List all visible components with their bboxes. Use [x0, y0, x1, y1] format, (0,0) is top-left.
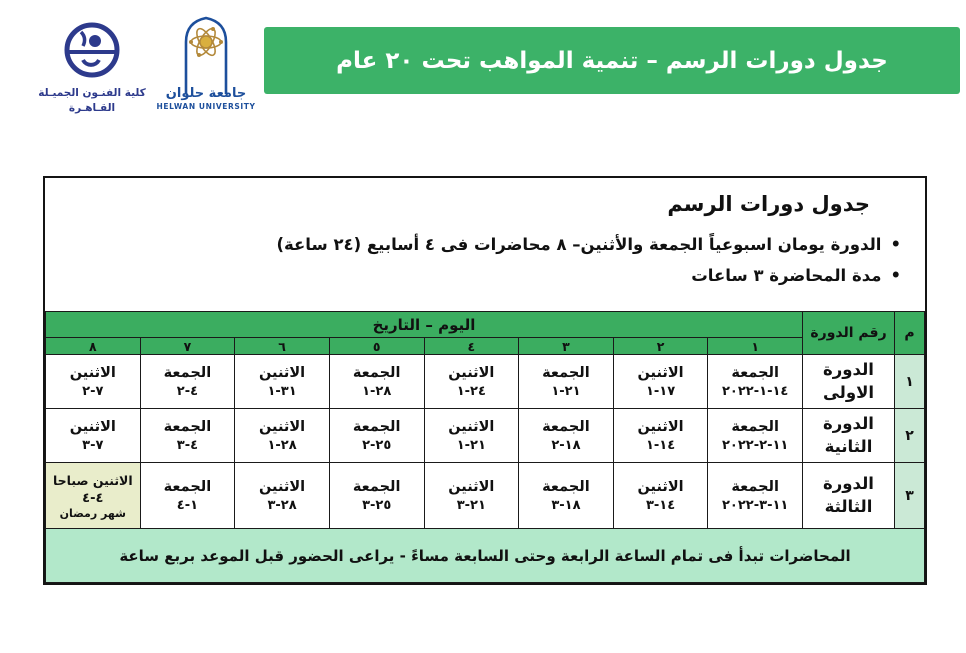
session-date: ١١-٣-٢٠٢٢ [722, 497, 789, 513]
session-day: الجمعة [542, 418, 590, 435]
session-cell [519, 355, 614, 409]
table-footer-row [46, 529, 925, 583]
session-day: الجمعة [542, 364, 590, 381]
session-date: ٢٨-١ [362, 383, 392, 399]
session-date: ١٨-٢ [551, 437, 581, 453]
day-date-column-header: اليوم – التاريخ [46, 312, 803, 338]
course-row-1 [46, 355, 925, 409]
serial-column-header: م [895, 312, 925, 355]
session-note: شهر رمضان [59, 506, 126, 520]
session-cell [140, 409, 235, 463]
session-date: ٢٥-٣ [362, 497, 392, 513]
session-day: الاثنين [637, 364, 684, 381]
session-number-header-7: ٧ [140, 338, 235, 355]
session-cell [708, 463, 803, 529]
course-name: الدورة الثالثة [803, 463, 895, 529]
session-day: الاثنين [69, 364, 116, 381]
session-day: الاثنين [259, 364, 306, 381]
course-row-3 [46, 463, 925, 529]
course-name: الدورة الاولى [803, 355, 895, 409]
session-cell [140, 463, 235, 529]
session-cell [519, 463, 614, 529]
session-date: ٢٨-١ [267, 437, 297, 453]
session-date: ١٧-١ [645, 383, 676, 399]
session-day: الجمعة [352, 364, 401, 381]
course-name: الدورة الثانية [803, 409, 895, 463]
session-day: الجمعة [731, 418, 779, 435]
session-day: الجمعة [163, 364, 212, 381]
fine-arts-logo-text-line1: كلية الفنـون الجميـلة [38, 87, 146, 99]
session-date: ١٤-٣ [645, 497, 676, 513]
session-number-header-5: ٥ [329, 338, 424, 355]
session-number-header-row [46, 338, 925, 355]
schedule-table [45, 311, 925, 583]
course-serial: ١ [895, 355, 925, 409]
course-number-column-header: رقم الدورة [803, 312, 895, 355]
session-day: الاثنين [637, 418, 684, 435]
session-number-header-8: ٨ [46, 338, 141, 355]
session-day: الاثنين [448, 418, 495, 435]
helwan-university-logo [152, 12, 260, 112]
session-date: ١٤-١-٢٠٢٢ [722, 383, 789, 399]
session-date: ٤-٣ [176, 437, 199, 453]
session-cell [329, 409, 424, 463]
session-cell [46, 355, 141, 409]
session-cell [235, 409, 330, 463]
session-number-header-4: ٤ [424, 338, 519, 355]
session-day: الاثنين [448, 478, 495, 495]
session-day: الاثنين [259, 418, 306, 435]
course-serial: ٢ [895, 409, 925, 463]
session-number-header-2: ٢ [613, 338, 708, 355]
session-cell [46, 409, 141, 463]
session-date: ١١-٢-٢٠٢٢ [722, 437, 789, 453]
session-date: ٤-٤ [82, 490, 104, 506]
session-cell [424, 355, 519, 409]
session-day: الجمعة [542, 478, 590, 495]
course-info-list [45, 226, 901, 312]
helwan-arabic-wordmark: جامعة حلوان [165, 86, 247, 101]
session-date: ١٨-٣ [551, 497, 581, 513]
session-cell [613, 355, 708, 409]
session-cell [235, 355, 330, 409]
course-row-2 [46, 409, 925, 463]
session-date: ٣١-١ [267, 383, 297, 399]
session-cell [519, 409, 614, 463]
session-date: ١-٤ [176, 497, 199, 513]
session-cell [613, 463, 708, 529]
helwan-english-wordmark: HELWAN UNIVERSITY [156, 102, 256, 111]
session-cell [424, 463, 519, 529]
session-number-header-3: ٣ [519, 338, 614, 355]
course-info-bullet-2: • مدة المحاضرة ٣ ساعات [45, 264, 901, 288]
table-header-row-1 [46, 312, 925, 338]
fine-arts-emblem-icon [61, 20, 123, 82]
banner-title: جدول دورات الرسم – تنمية المواهب تحت ٢٠ عام [336, 47, 888, 74]
session-cell [140, 355, 235, 409]
session-date: ١٤-١ [645, 437, 676, 453]
session-day: الاثنين صباحا [52, 472, 133, 488]
session-date: ٢١-١ [456, 437, 486, 453]
session-day: الاثنين [69, 418, 116, 435]
session-day: الجمعة [163, 418, 212, 435]
session-day: الاثنين [259, 478, 306, 495]
session-day: الاثنين [637, 478, 684, 495]
schedule-sheet [43, 176, 927, 585]
session-cell [329, 355, 424, 409]
page-banner [264, 27, 960, 94]
session-cell [708, 409, 803, 463]
session-day: الجمعة [731, 364, 779, 381]
session-date: ٧-٣ [82, 437, 104, 453]
session-cell [235, 463, 330, 529]
session-cell [329, 463, 424, 529]
session-date: ٧-٢ [82, 383, 104, 399]
session-number-header-6: ٦ [235, 338, 330, 355]
session-day: الجمعة [352, 418, 401, 435]
session-date: ٢١-٣ [456, 497, 486, 513]
session-day: الجمعة [352, 478, 401, 495]
fine-arts-logo-text-line2: القـاهـرة [68, 102, 116, 115]
fine-arts-logo [36, 20, 148, 116]
content-title: جدول دورات الرسم [667, 192, 870, 216]
session-date: ٢٨-٣ [267, 497, 297, 513]
session-date: ٢١-١ [551, 383, 581, 399]
session-date: ٢٥-٢ [362, 437, 392, 453]
lecture-time-note: المحاضرات تبدأ فى تمام الساعة الرابعة وحتى السابعة مساءً - يراعى الحضور قبل الموعد بربع ساعة [46, 529, 925, 583]
helwan-arch-atom-icon [174, 12, 238, 96]
course-serial: ٣ [895, 463, 925, 529]
session-date: ٤-٢ [176, 383, 199, 399]
session-day: الجمعة [163, 478, 212, 495]
session-date: ٢٤-١ [456, 383, 486, 399]
session-day: الاثنين [448, 364, 495, 381]
course-info-bullet-1: • الدورة يومان اسبوعياً الجمعة والأثنين– ٨ محاضرات فى ٤ أسابيع (٢٤ ساعة) [45, 233, 901, 257]
session-number-header-1: ١ [708, 338, 803, 355]
session-cell [424, 409, 519, 463]
session-cell [46, 463, 141, 529]
session-cell [613, 409, 708, 463]
session-day: الجمعة [731, 478, 779, 495]
session-cell [708, 355, 803, 409]
